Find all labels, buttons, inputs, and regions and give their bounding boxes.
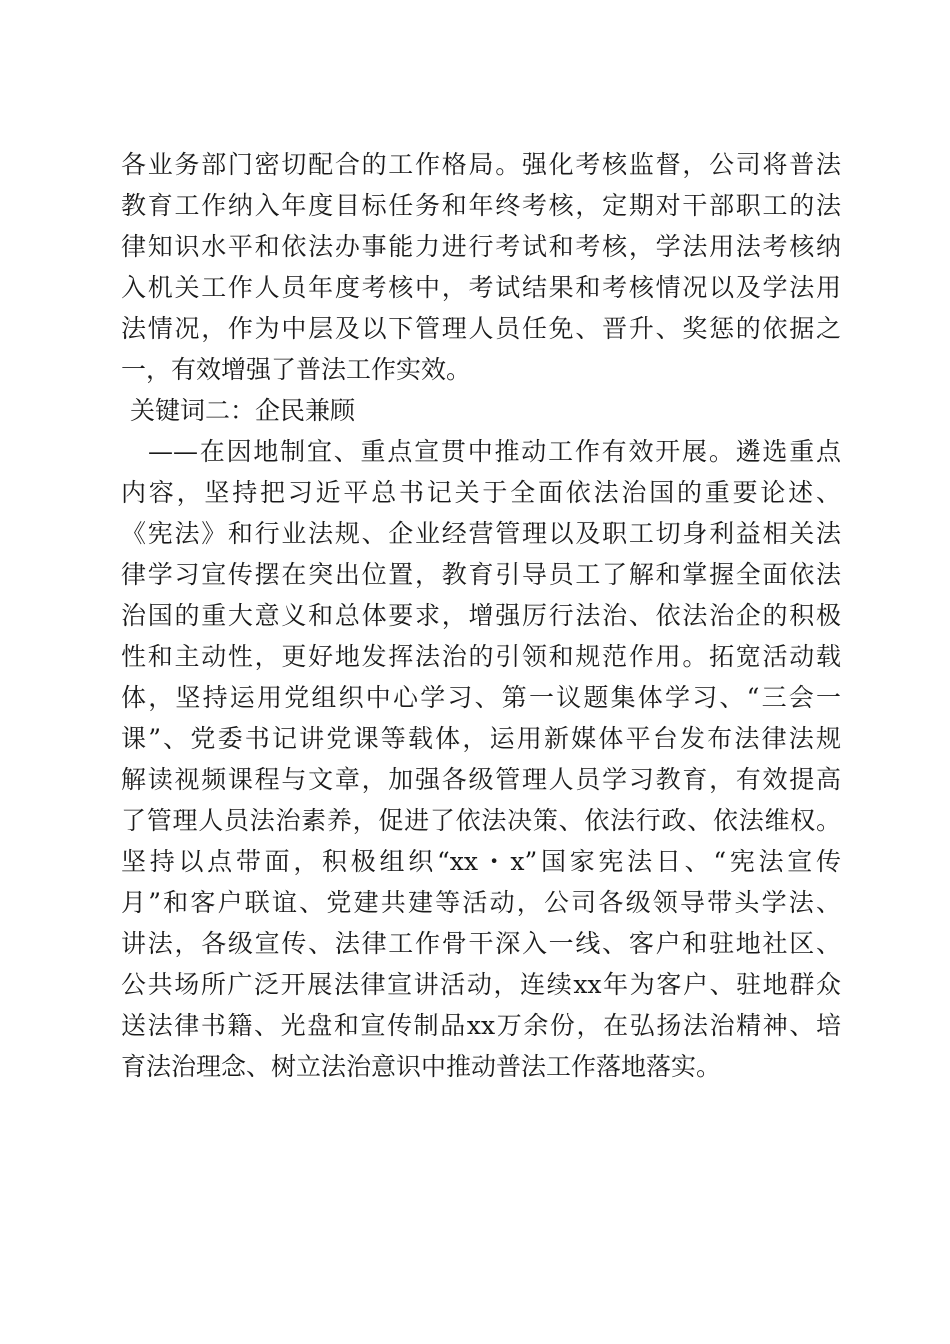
text-line: 送法律书籍、光盘和宣传制品xx万余份，在弘扬法治精神、培 [121, 1011, 841, 1040]
text-line: 月”和客户联谊、党建共建等活动，公司各级领导带头学法、 [121, 888, 841, 917]
text-line: 体，坚持运用党组织中心学习、第一议题集体学习、“三会一 [121, 683, 841, 712]
text-line: 育法治理念、树立法治意识中推动普法工作落地落实。 [121, 1052, 722, 1081]
text-line: 讲法，各级宣传、法律工作骨干深入一线、客户和驻地社区、 [121, 929, 841, 958]
text-line: 律知识水平和依法办事能力进行考试和考核，学法用法考核纳 [121, 232, 841, 261]
text-line: 课”、党委书记讲党课等载体，运用新媒体平台发布法律法规 [121, 724, 841, 753]
text-line: 治国的重大意义和总体要求，增强厉行法治、依法治企的积极 [121, 601, 841, 630]
text-line: 入机关工作人员年度考核中，考试结果和考核情况以及学法用 [121, 273, 841, 302]
text-line: 《宪法》和行业法规、企业经营管理以及职工切身利益相关法 [121, 519, 841, 548]
text-line: 坚持以点带面，积极组织“xx・x”国家宪法日、“宪法宣传 [121, 847, 841, 876]
section-heading: 关键词二：企民兼顾 [130, 396, 356, 425]
text-line: 了管理人员法治素养，促进了依法决策、依法行政、依法维权。 [121, 806, 841, 835]
text-line: 律学习宣传摆在突出位置，教育引导员工了解和掌握全面依法 [121, 560, 841, 589]
text-line: 解读视频课程与文章，加强各级管理人员学习教育，有效提高 [121, 765, 841, 794]
text-line: 法情况，作为中层及以下管理人员任免、晋升、奖惩的依据之 [121, 314, 841, 343]
text-line: 公共场所广泛开展法律宣讲活动，连续xx年为客户、驻地群众 [121, 970, 841, 999]
text-line: 各业务部门密切配合的工作格局。强化考核监督，公司将普法 [121, 150, 841, 179]
text-line: ——在因地制宜、重点宣贯中推动工作有效开展。遴选重点 [148, 437, 841, 466]
text-line: 性和主动性，更好地发挥法治的引领和规范作用。拓宽活动载 [121, 642, 841, 671]
text-line: 一，有效增强了普法工作实效。 [121, 355, 472, 384]
text-line: 内容，坚持把习近平总书记关于全面依法治国的重要论述、 [121, 478, 841, 507]
text-line: 教育工作纳入年度目标任务和年终考核，定期对干部职工的法 [121, 191, 841, 220]
